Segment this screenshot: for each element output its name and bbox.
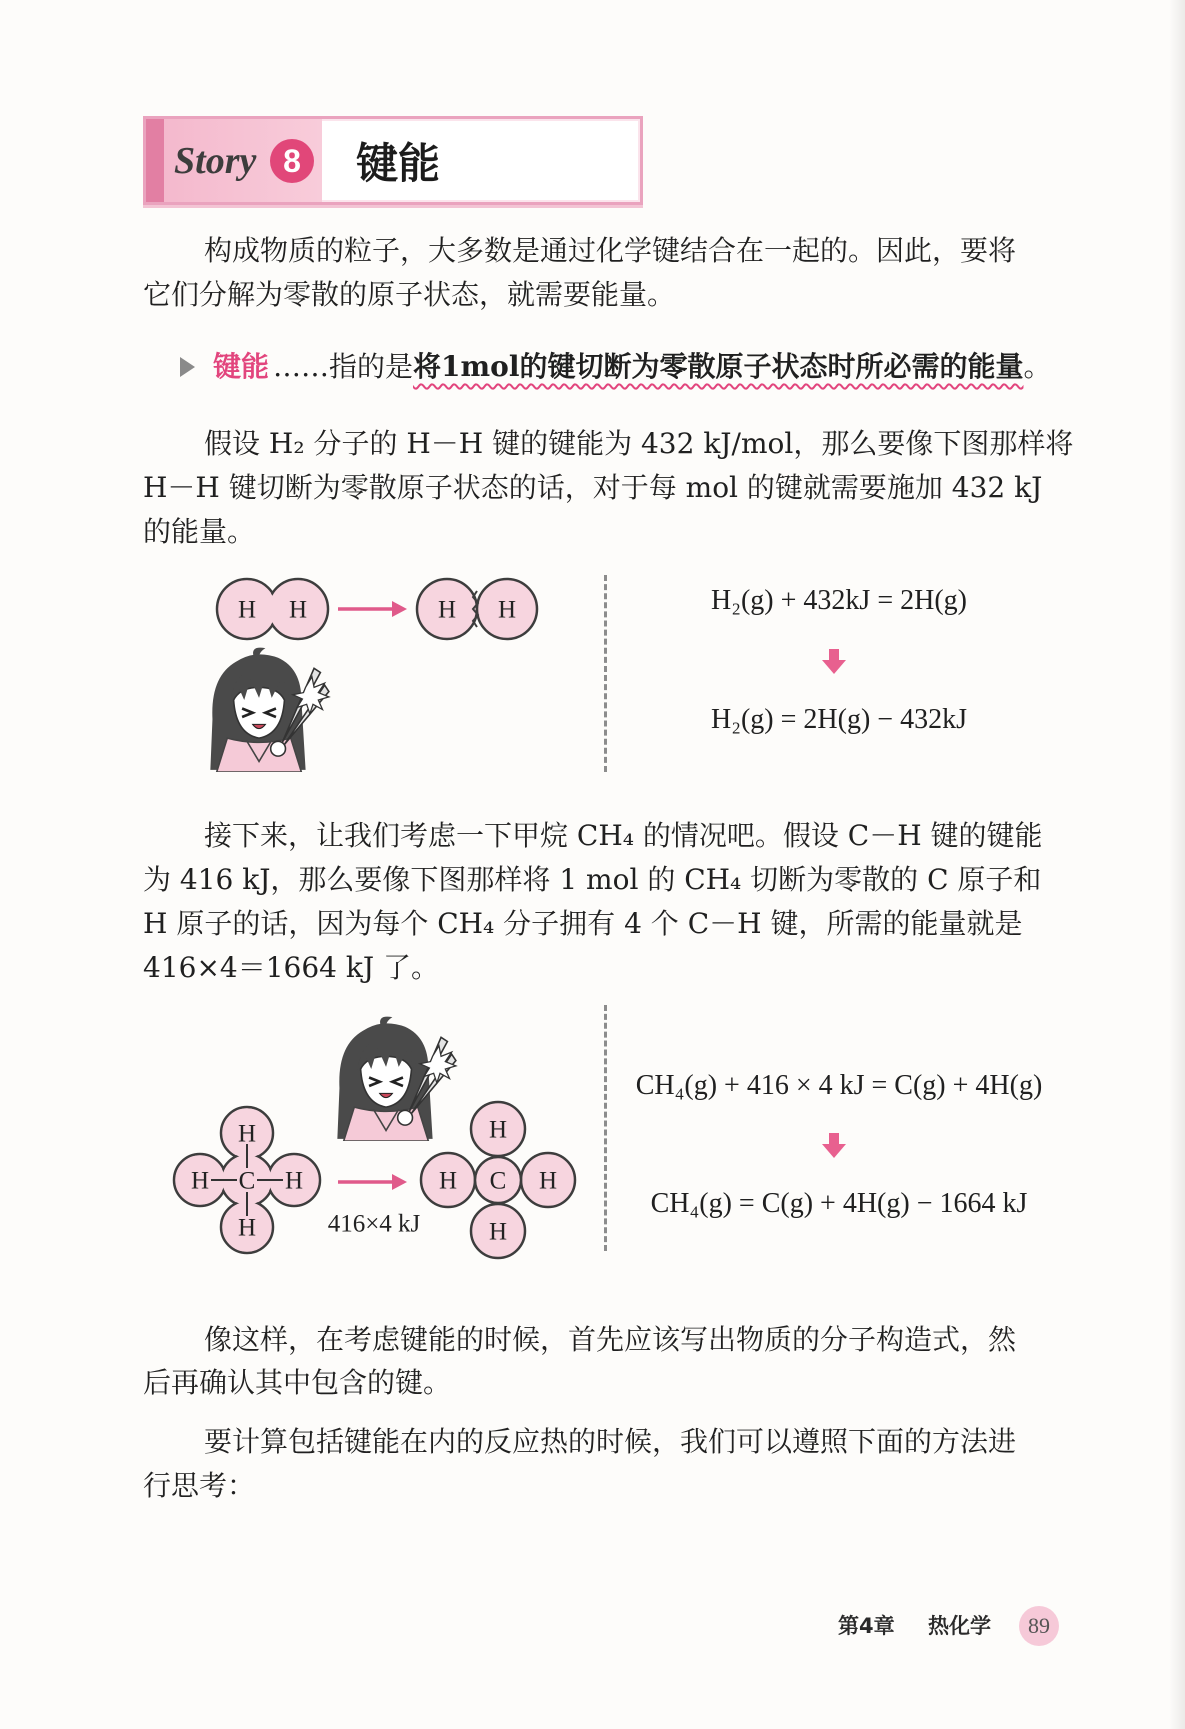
atom-label: H	[538, 1167, 558, 1195]
arrow-shaft	[829, 1133, 839, 1145]
paragraph-line: 416×4＝1664 kJ 了。	[143, 951, 439, 984]
arrow-head	[392, 1174, 407, 1190]
definition-lead: ……指的是	[273, 350, 414, 383]
arrow-right-icon	[338, 601, 407, 617]
definition-term: 键能	[213, 350, 270, 383]
page-title: 键能	[356, 138, 441, 188]
definition-end: 。	[1023, 350, 1052, 383]
arrow-down-icon	[821, 1133, 847, 1159]
atom-label: H	[237, 1120, 257, 1148]
paragraph-line: 构成物质的粒子，大多数是通过化学键结合在一起的。因此，要将	[204, 234, 1017, 267]
story-label: Story	[174, 139, 257, 182]
equation: CH₄(g) = C(g) + 4H(g) − 1664 kJ	[650, 1188, 1028, 1219]
arrow-head	[392, 601, 407, 617]
atom-label: H	[288, 596, 308, 624]
definition-line	[180, 347, 1051, 387]
ch4-molecule-bonded	[174, 1107, 320, 1253]
paragraph-line: 为 416 kJ，那么要像下图那样将 1 mol 的 CH₄ 切断为零散的 C 原子和	[143, 863, 1042, 896]
footer-chapter: 第4章	[838, 1614, 895, 1638]
paragraph-line: H 原子的话，因为每个 CH₄ 分子拥有 4 个 C－H 键，所需的能量就是	[143, 907, 1023, 940]
arrow-label: 416×4 kJ	[327, 1210, 421, 1238]
definition-emphasis: 将1mol的键切断为零散原子状态时所必需的能量	[413, 350, 1024, 383]
arrow-down-icon	[821, 649, 847, 675]
atom-label: H	[488, 1218, 508, 1246]
atom-label: H	[438, 1167, 458, 1195]
arrow-shaft	[829, 649, 839, 661]
atom-label: H	[497, 596, 517, 624]
paragraph-line: 后再确认其中包含的键。	[143, 1366, 452, 1399]
atom-label: H	[190, 1167, 210, 1195]
atom-label: H	[237, 596, 257, 624]
h2-molecule-bonded	[217, 579, 328, 639]
character-illustration	[210, 648, 329, 772]
paragraph-line: 行思考：	[143, 1469, 256, 1502]
atom-label: C	[489, 1167, 507, 1195]
equation: H₂(g) = 2H(g) − 432kJ	[711, 704, 967, 735]
paragraph-line: 要计算包括键能在内的反应热的时候，我们可以遵照下面的方法进	[204, 1425, 1017, 1458]
ch4-bond-diagram	[143, 1000, 604, 1262]
paragraph-line: 假设 H₂ 分子的 H－H 键的键能为 432 kJ/mol，那么要像下图那样将	[204, 427, 1074, 460]
arrow-head	[822, 1144, 846, 1158]
paragraph-line: 像这样，在考虑键能的时候，首先应该写出物质的分子构造式，然	[204, 1323, 1017, 1356]
page-number: 89	[1019, 1606, 1059, 1646]
story-header	[143, 116, 643, 205]
story-number-badge: 8	[270, 139, 314, 183]
paragraph-line: 的能量。	[143, 515, 256, 548]
ch4-atoms-separated	[421, 1102, 575, 1258]
equation: H₂(g) + 432kJ = 2H(g)	[711, 585, 967, 616]
hh-bond-diagram	[143, 565, 604, 780]
arrow-head	[822, 660, 846, 674]
atom-label: H	[437, 596, 457, 624]
page-edge-shadow	[1169, 0, 1185, 1729]
paragraph-line: 接下来，让我们考虑一下甲烷 CH₄ 的情况吧。假设 C－H 键的键能	[204, 819, 1043, 852]
triangle-marker-icon	[180, 357, 195, 377]
h-atoms-separated	[417, 579, 537, 639]
paragraph-line: 它们分解为零散的原子状态，就需要能量。	[143, 278, 676, 311]
atom-label: C	[238, 1167, 256, 1195]
footer-section: 热化学	[928, 1614, 991, 1638]
character-illustration	[337, 1017, 456, 1141]
atom-label: H	[284, 1167, 304, 1195]
paragraph-line: H－H 键切断为零散原子状态的话，对于每 mol 的键就需要施加 432 kJ	[143, 471, 1043, 504]
atom-label: H	[237, 1214, 257, 1242]
equation: CH₄(g) + 416 × 4 kJ = C(g) + 4H(g)	[635, 1070, 1043, 1101]
atom-label: H	[488, 1116, 508, 1144]
arrow-right-icon	[338, 1174, 407, 1190]
